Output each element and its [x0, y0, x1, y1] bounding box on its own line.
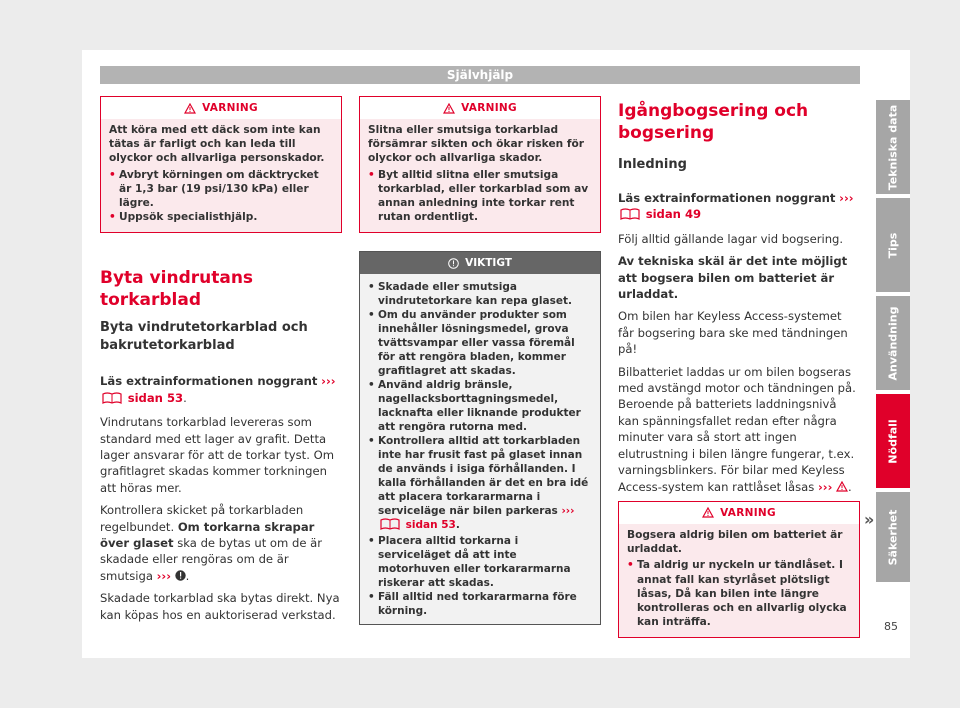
warning-text: Att köra med ett däck som inte kan tätas är farligt och kan leda till olyckor och allvarliga personskador.: [109, 124, 325, 165]
warning-label: VARNING: [461, 101, 517, 114]
tab-tekniska-data[interactable]: Tekniska data: [876, 100, 910, 194]
arrows: ›››: [561, 505, 575, 518]
column-1: VARNING Att köra med ett däck som inte kan tätas är farligt och kan leda till olyckor och allvarliga personskador. • Avbryt körningen om däcktrycket är 1,3 bar (19 psi/130 kPa) eller lägre. • Uppsök specialisthjälp. Byta vindrutans torkarblad Byta vindrutetorkarblad och bakrutetorkarblad Läs extrainformationen noggrant ››› sidan 53. Vindrutans torkarblad levereras som standard med ett lager av grafit. Detta lager ansvarar för att de torkar tyst. Om grafitlagret skadas kommer torkningen att höras mer. Kontrollera skicket på torkarbladen regelbundet. Om torkarna skrapar över glaset ska de bytas ut om de är skadade eller rengöras om de är smutsiga ››› . Skadade torkarblad ska bytas direkt. Nya kan köpas hos en auktoriserad verkstad.: [100, 96, 342, 629]
arrows: ›››: [839, 191, 854, 205]
book-icon: [620, 208, 640, 224]
paragraph: Bilbatteriet laddas ur om bilen bogseras med avstängd motor och tändningen på. Beroende på batteriets laddningsnivå kan spänningsfallet redan efter några minuter vara så stort att ingen elutrustning i bilen längre fungerar, t.ex. varningsblinkers. För bilar med Keyless Access-system kan rattlåset låsas: [618, 364, 856, 494]
continue-mark: »: [864, 510, 875, 529]
warning-text: Slitna eller smutsiga torkarblad försämrar sikten och ökar risken för olyckor och allvarliga skador.: [368, 124, 584, 165]
warning-label: VARNING: [202, 101, 258, 114]
subsection-title: Inledning: [618, 157, 687, 172]
warning-icon: [836, 480, 848, 494]
read-note: Läs extrainformationen noggrant: [100, 374, 318, 389]
notice-icon: [448, 258, 459, 269]
column-3: Igångbogsering och bogsering Inledning Läs extrainformationen noggrant ››› sidan 49 Följ alltid gällande lagar vid bogsering. Av tekniska skäl är det inte möjligt att bogsera bilen om batteriet är urladdat. Om bilen har Keyless Access-systemet får bogsering bara ske med tändningen på! Bilbatteriet laddas ur om bilen bogseras med avstängd motor och tändningen på. Beroende på batteriets laddningsnivå kan spänningsfallet redan efter några minuter vara så stort att ingen elutrustning i bilen längre fungerar, t.ex. varningsblinkers. För bilar med Keyless Access-system kan rattlåset låsas ››› . VARNING Bogsera aldrig bilen om batteriet är urladdat. • Ta aldrig ur nyckeln ur tändlåset. I annat fall kan styrlåset plötsligt låsas, Då kan bilen inte längre kontrolleras och en allvarlig olycka kan inträffa.: [618, 96, 860, 638]
warning-box: VARNING Slitna eller smutsiga torkarblad försämrar sikten och ökar risken för olyckor och allvarliga skador. • Byt alltid slitna eller smutsiga torkarblad, eller torkarblad som av annan anledning inte torkar rent rutan ordentligt.: [359, 96, 601, 233]
warning-icon: [443, 103, 455, 114]
paragraph: Vindrutans torkarblad levereras som standard med ett lager av grafit. Detta lager ansvarar för att de torkar tyst. Om grafitlagret skadas kommer torkningen att höras mer.: [100, 415, 334, 495]
warning-text: Bogsera aldrig bilen om batteriet är urladdat.: [627, 528, 843, 556]
paragraph: Skadade torkarblad ska bytas direkt. Nya kan köpas hos en auktoriserad verkstad.: [100, 591, 340, 622]
tab-tips[interactable]: Tips: [876, 198, 910, 292]
tab-nodfall[interactable]: Nödfall: [876, 394, 910, 488]
notice-bullet: Fäll alltid ned torkararmarna före körning.: [378, 591, 577, 618]
paragraph: ska de bytas ut om de är skadade eller rengöras om de är smutsiga: [100, 536, 323, 583]
notice-bullet: Skadade eller smutsiga vindrutetorkare kan repa glaset.: [378, 281, 572, 308]
paragraph: Om bilen har Keyless Access-systemet får bogsering bara ske med tändningen på!: [618, 309, 848, 357]
warning-icon: [702, 507, 714, 518]
notice-icon: [175, 569, 186, 583]
warning-bullet: Uppsök specialisthjälp.: [119, 211, 258, 224]
paragraph: Följ alltid gällande lagar vid bogsering.: [618, 231, 844, 246]
warning-box: VARNING Bogsera aldrig bilen om batteriet är urladdat. • Ta aldrig ur nyckeln ur tändlåset. I annat fall kan styrlåset plötsligt låsas, Då kan bilen inte längre kontrolleras och en allvarlig olycka kan inträffa.: [618, 501, 860, 638]
notice-box: VIKTIGT • Skadade eller smutsiga vindrutetorkare kan repa glaset. • Om du använder produkter som innehåller lösningsmedel, grova tvättsvampar eller vassa föremål för att rengöra bladen, kommer grafitlagret att skadas. • Använd aldrig bränsle, nagellacksborttagningsmedel, lacknafta eller liknande produkter att rengöra rutorna med. • Kontrollera alltid att torkarbladen inte har frusit fast på glaset innan de används i isiga förhållanden. I kalla förhållanden är det en bra idé att placera torkararmarna i serviceläge när bilen parkeras ››› sidan 53. • Placera alltid torkarna i serviceläget då att inte motorhuven eller torkararmarna riskerar att skadas. • Fäll alltid ned torkararmarna före körning.: [359, 251, 601, 625]
warning-label: VARNING: [720, 506, 776, 519]
tab-sakerhet[interactable]: Säkerhet: [876, 492, 910, 582]
page-reference[interactable]: sidan 53: [127, 390, 184, 405]
column-2: [359, 96, 601, 625]
read-note: Läs extrainformationen noggrant: [618, 191, 836, 205]
warning-box: VARNING Att köra med ett däck som inte kan tätas är farligt och kan leda till olyckor och allvarliga personskador. • Avbryt körningen om däcktrycket är 1,3 bar (19 psi/130 kPa) eller lägre. • Uppsök specialisthjälp.: [100, 96, 342, 233]
warning-bullet: Avbryt körningen om däcktrycket är 1,3 bar (19 psi/130 kPa) eller lägre.: [119, 168, 319, 210]
notice-label: VIKTIGT: [465, 257, 512, 270]
book-icon: [102, 392, 122, 408]
arrows: ›››: [818, 479, 833, 494]
book-icon: [380, 518, 400, 534]
tab-anvandning[interactable]: Användning: [876, 296, 910, 390]
page-reference[interactable]: sidan 49: [645, 207, 702, 222]
warning-icon: [184, 103, 196, 114]
arrows: ›››: [156, 568, 171, 583]
notice-bullet: Om du använder produkter som innehåller lösningsmedel, grova tvättsvampar eller vassa föremål för att rengöra bladen, kommer grafitlagret att skadas.: [378, 309, 575, 378]
warning-bullet: Ta aldrig ur nyckeln ur tändlåset. I annat fall kan styrlåset plötsligt låsas, Då kan bilen inte längre kontrolleras och en allvarlig olycka kan inträffa.: [637, 559, 847, 629]
page-reference[interactable]: sidan 53: [405, 519, 456, 532]
section-title: Igångbogsering och bogsering: [618, 101, 809, 143]
subsection-title: Byta vindrutetorkarblad och bakrutetorkarblad: [100, 320, 308, 354]
arrows: ›››: [321, 374, 336, 389]
warning-bullet: Byt alltid slitna eller smutsiga torkarblad, eller torkarblad som av annan anledning inte torkar rent rutan ordentligt.: [378, 168, 589, 224]
notice-bullet: Placera alltid torkarna i serviceläget då att inte motorhuven eller torkararmarna riskerar att skadas.: [378, 535, 571, 590]
page-number: 85: [884, 620, 898, 633]
bold-paragraph: Av tekniska skäl är det inte möjligt att bogsera bilen om batteriet är urladdat.: [618, 254, 848, 302]
notice-bullet: Använd aldrig bränsle, nagellacksborttagningsmedel, lacknafta eller liknande produkter att rengöra rutorna med.: [378, 379, 581, 434]
bold-text: Om torkarna skrapar över glaset: [100, 519, 315, 551]
notice-bullet: Kontrollera alltid att torkarbladen inte har frusit fast på glaset innan de används i isiga förhållanden. I kalla förhållanden är det en bra idé att placera torkararmarna i serviceläge när bilen parkeras: [378, 435, 589, 518]
section-title: Byta vindrutans torkarblad: [100, 268, 254, 311]
paragraph: Kontrollera skicket på torkarbladen regelbundet.: [100, 503, 304, 534]
page-header: Självhjälp: [100, 66, 860, 84]
